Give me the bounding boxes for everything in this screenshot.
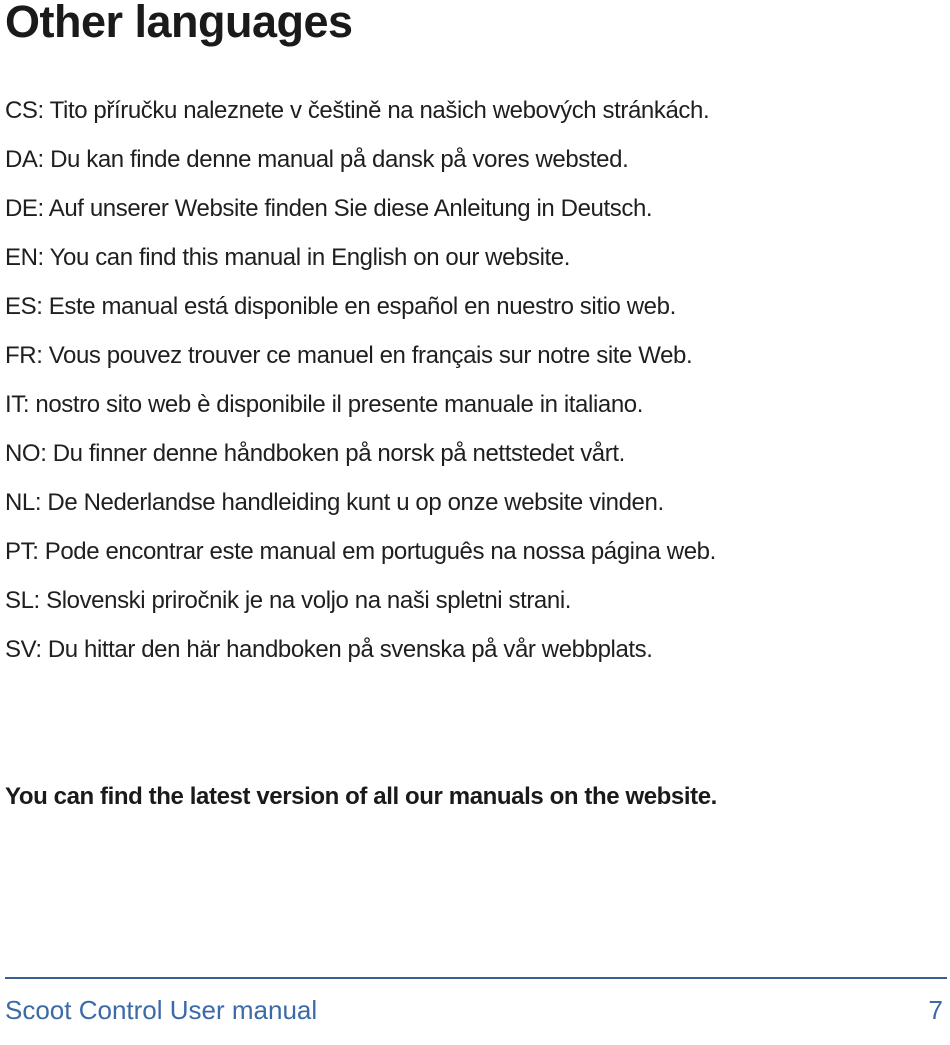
language-item-no: NO: Du finner denne håndboken på norsk på nettstedet vårt. xyxy=(5,440,625,467)
language-item-it: IT: nostro sito web è disponibile il presente manuale in italiano. xyxy=(5,391,643,418)
language-item-pt: PT: Pode encontrar este manual em português na nossa página web. xyxy=(5,538,716,565)
language-item-fr: FR: Vous pouvez trouver ce manuel en français sur notre site Web. xyxy=(5,342,693,369)
page-title: Other languages xyxy=(5,0,353,47)
language-item-sl: SL: Slovenski priročnik je na voljo na naši spletni strani. xyxy=(5,587,572,614)
language-item-es: ES: Este manual está disponible en español en nuestro sitio web. xyxy=(5,293,676,320)
language-item-de: DE: Auf unserer Website finden Sie diese Anleitung in Deutsch. xyxy=(5,195,653,222)
language-list xyxy=(5,86,716,674)
latest-version-note: You can find the latest version of all our manuals on the website. xyxy=(5,783,717,810)
page-number: 7 xyxy=(928,995,943,1025)
footer-title: Scoot Control User manual xyxy=(5,995,318,1025)
language-item-da: DA: Du kan finde denne manual på dansk på vores websted. xyxy=(5,146,629,173)
language-item-nl: NL: De Nederlandse handleiding kunt u op onze website vinden. xyxy=(5,489,664,516)
footer-divider xyxy=(5,977,947,979)
language-item-sv: SV: Du hittar den här handboken på svenska på vår webbplats. xyxy=(5,636,653,663)
language-item-cs: CS: Tito příručku naleznete v češtině na našich webových stránkách. xyxy=(5,97,710,124)
language-item-en: EN: You can find this manual in English on our website. xyxy=(5,244,571,271)
